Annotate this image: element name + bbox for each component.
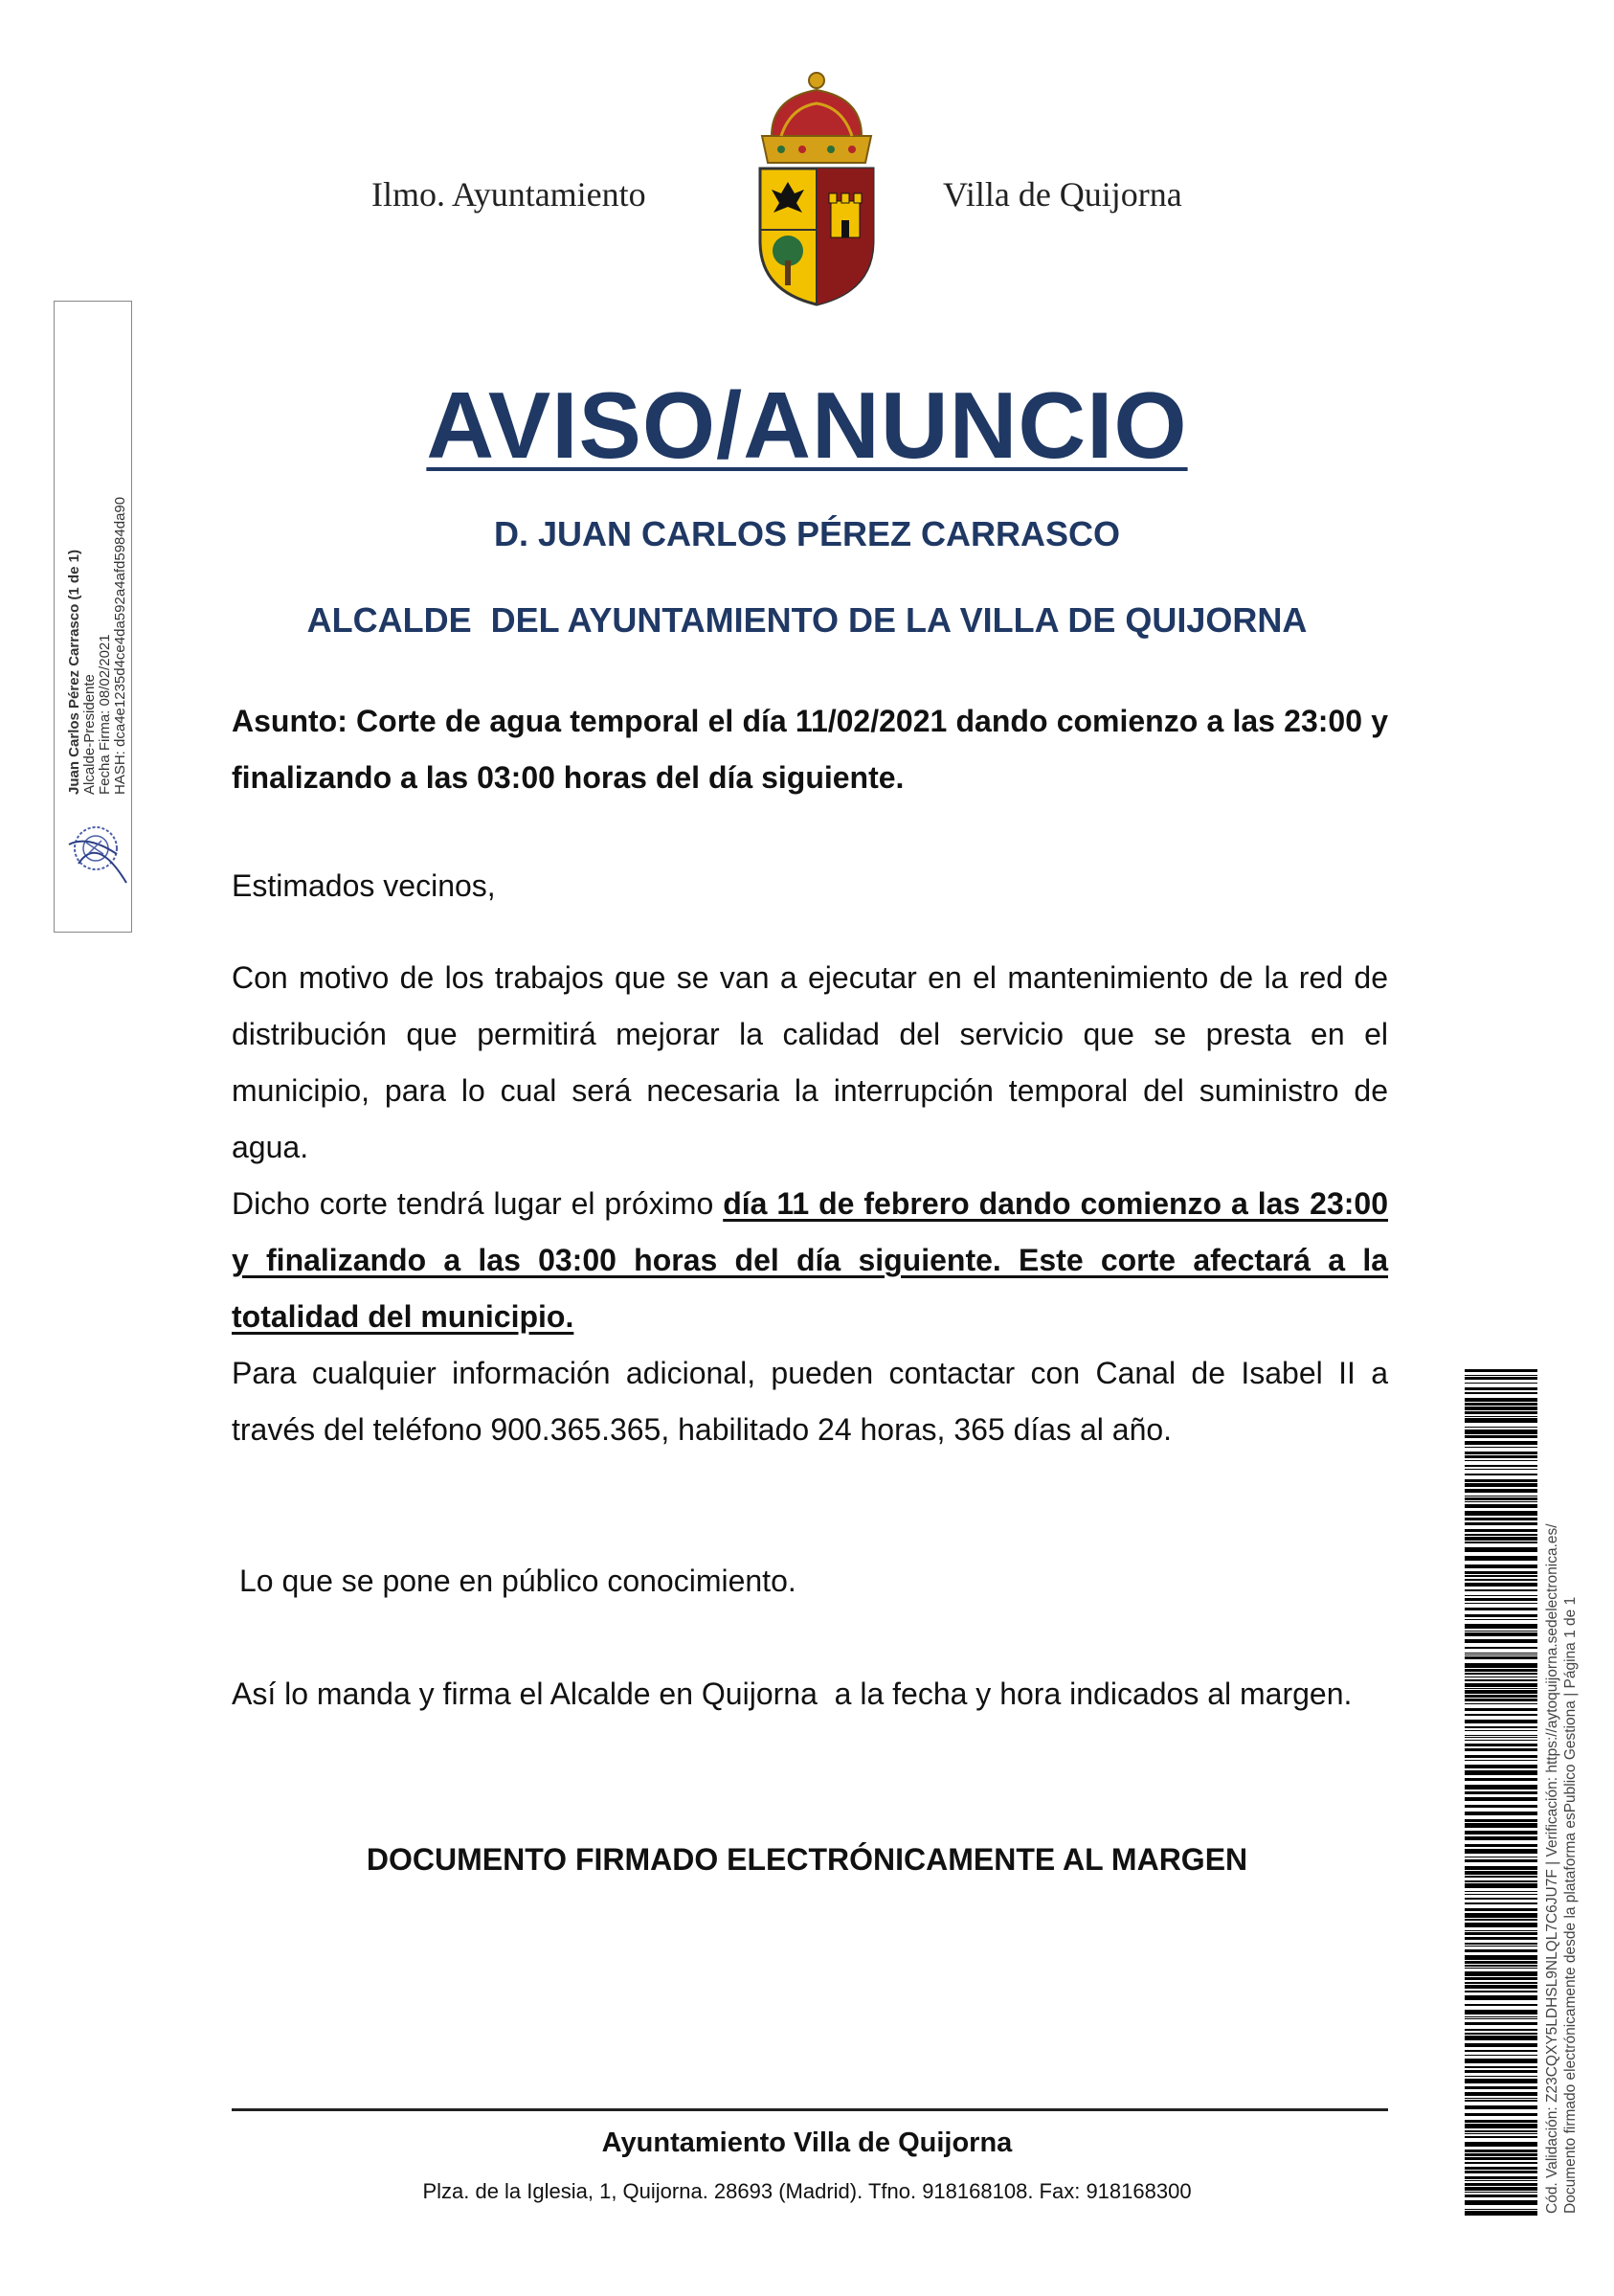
closing-line-1: Lo que se pone en público conocimiento. [239,1564,796,1598]
verification-text [1543,1523,1580,2214]
signer-name: D. JUAN CARLOS PÉREZ CARRASCO [493,514,1121,553]
subject-paragraph: Asunto: Corte de agua temporal el día 11/02/2021 dando comienzo a las 23:00 y finalizando a las 03:00 horas del día siguiente. [232,704,1388,795]
verification-line-1: Cód. Validación: Z23CQXY5LDHSL9NLQL7C6JU7F | Verificación: https://aytoquijorna.sedelectronica.es/ [1544,1523,1560,2214]
stamp-date: Fecha Firma: 08/02/2021 [97,634,113,795]
footer-name: Ayuntamiento Villa de Quijorna [601,2127,1013,2158]
body-paragraph-2 [232,1176,1388,1345]
closing-line-2: Así lo manda y firma el Alcalde en Quijorna a la fecha y hora indicados al margen. [232,1677,1353,1711]
footer-divider [232,2108,1388,2111]
stamp-signer: Juan Carlos Pérez Carrasco (1 de 1) [66,550,82,795]
signed-note: DOCUMENTO FIRMADO ELECTRÓNICAMENTE AL MARGEN [366,1842,1248,1877]
body-paragraph-1: Con motivo de los trabajos que se van a ejecutar en el mantenimiento de la red de distribución que permitirá mejorar la calidad del servicio que se presta en el municipio, para lo cual será necesaria la interrupción temporal del suministro de agua. [232,960,1388,1164]
stamp-hash: HASH: dca4e1235d4ce4da592a4afd5984da90 [112,496,128,795]
page-title: AVISO/ANUNCIO [426,372,1188,478]
greeting: Estimados vecinos, [232,868,496,903]
paragraph-2-intro: Dicho corte tendrá lugar el próximo [232,1186,724,1221]
footer-address: Plza. de la Iglesia, 1, Quijorna. 28693 (Madrid). Tfno. 918168108. Fax: 918168300 [422,2179,1192,2203]
signer-role: ALCALDE DEL AYUNTAMIENTO DE LA VILLA DE QUIJORNA [306,600,1308,640]
coat-of-arms-icon [752,69,881,308]
body-paragraph-3: Para cualquier información adicional, pueden contactar con Canal de Isabel II a través del teléfono 900.365.365, habilitado 24 horas, 365 días al año. [232,1356,1388,1447]
barcode-icon [1465,1369,1537,2216]
paragraph-2-emphasis: día 11 de febrero dando comienzo a las 23:00 y finalizando a las 03:00 horas del día siguiente. Este corte afectará a la totalidad del municipio. [232,1186,1389,1334]
signature-seal-icon [59,816,132,885]
header-left: Ilmo. Ayuntamiento [371,175,646,214]
stamp-role: Alcalde-Presidente [81,674,98,795]
header-right: Villa de Quijorna [943,175,1182,214]
verification-line-2: Documento firmado electrónicamente desde la plataforma esPublico Gestiona | Página 1 de 1 [1562,1596,1579,2214]
